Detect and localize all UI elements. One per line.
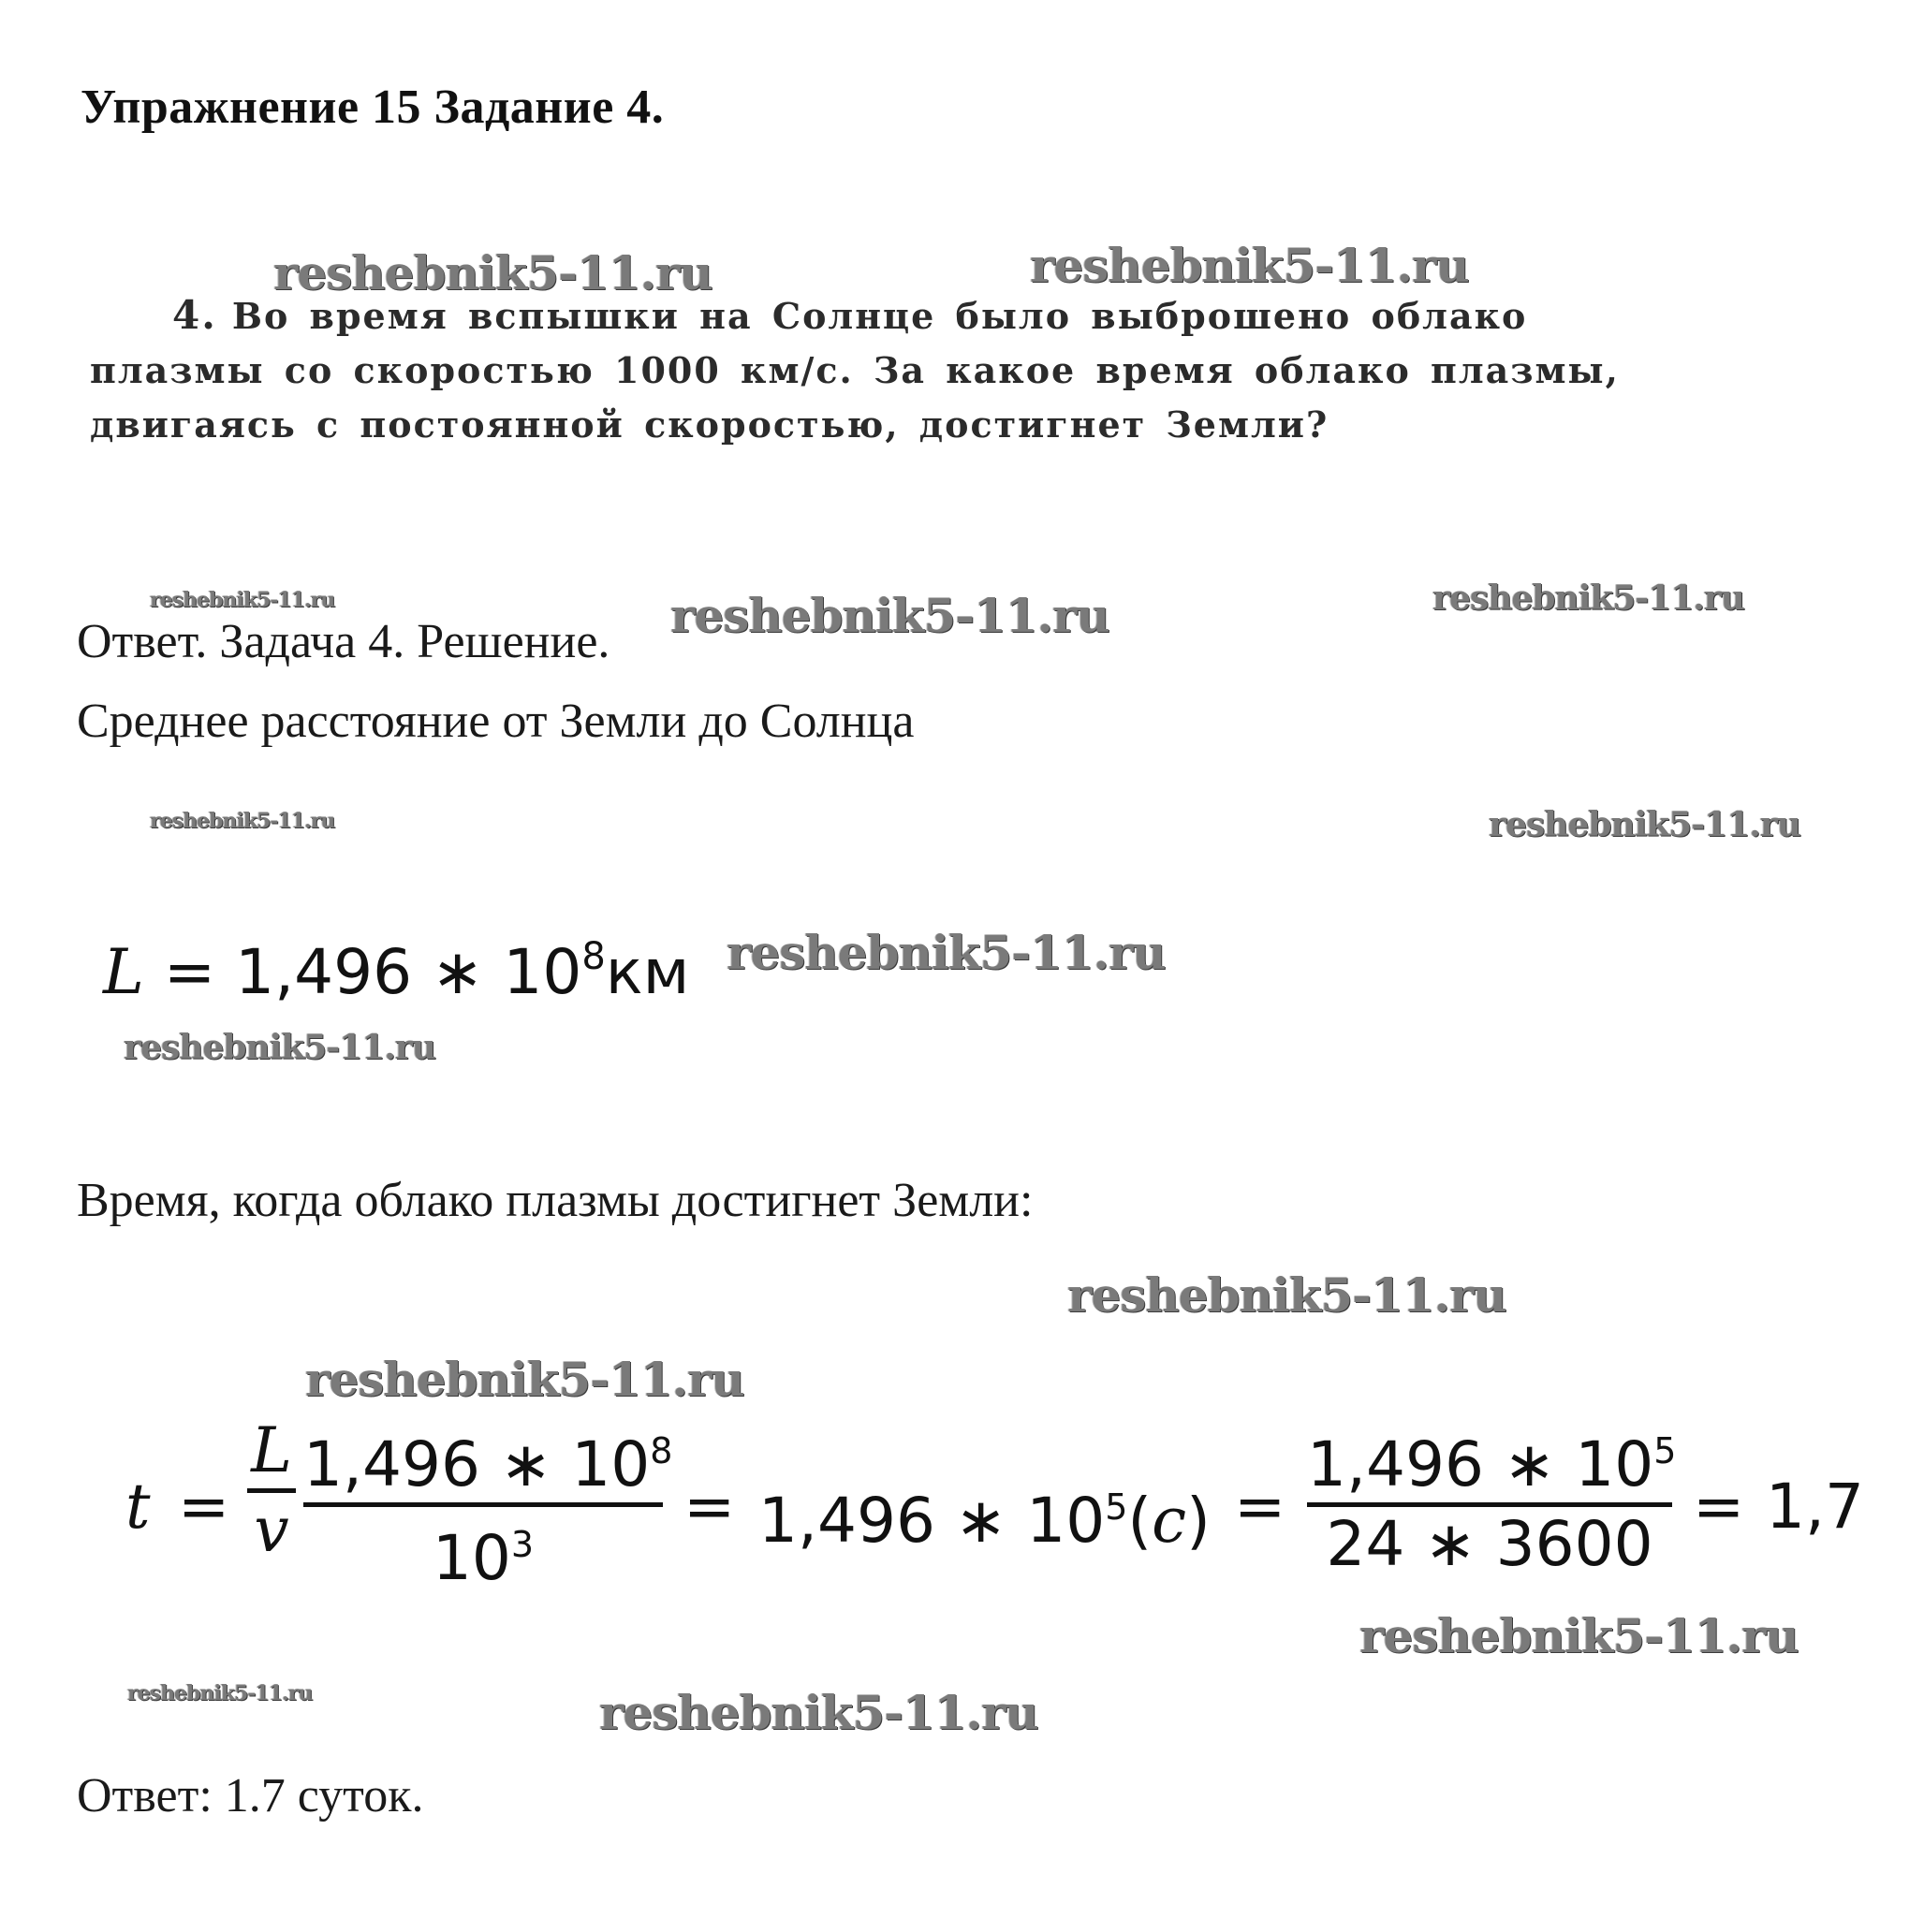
frac-numerator: L (251, 1414, 292, 1486)
watermark: reshebnik5-11.ru (1432, 578, 1744, 618)
problem-line-3: двигаясь с постоянной скоростью, достигнет Земли? (90, 403, 1329, 446)
equals-sign: = (1693, 1471, 1745, 1543)
watermark: reshebnik5-11.ru (305, 1352, 744, 1407)
equals-sign: = (1234, 1471, 1286, 1543)
intermediate-result: 1,496 ∗ $10^5(c)$ (758, 1485, 1211, 1557)
exponent: 8 (581, 935, 606, 978)
var-L: L (103, 936, 144, 1008)
watermark: reshebnik5-11.ru (1489, 805, 1800, 844)
frac-denominator: 24 ∗ 3600 (1326, 1508, 1653, 1580)
base: 10 (503, 936, 582, 1008)
watermark: reshebnik5-11.ru (670, 588, 1109, 643)
problem-line-1: 4. Во время вспышки на Солнце было выброшено облако (172, 292, 1528, 338)
frac-numerator: 1,496 ∗ $10^8$ (303, 1428, 673, 1500)
time-text: Время, когда облако плазмы достигнет Земли: (77, 1174, 1034, 1227)
watermark: reshebnik5-11.ru (150, 588, 335, 612)
frac-denominator: v (254, 1494, 289, 1566)
mantissa: 1,496 (235, 936, 413, 1008)
problem-line-2: плазмы со скоростью 1000 км/с. За какое время облако плазмы, (90, 349, 1620, 391)
watermark: reshebnik5-11.ru (1359, 1608, 1799, 1663)
distance-equation (103, 919, 689, 1010)
watermark: reshebnik5-11.ru (1030, 238, 1469, 293)
watermark: reshebnik5-11.ru (273, 245, 712, 300)
unit: км (605, 936, 690, 1008)
page-title: Упражнение 15 Задание 4. (81, 80, 665, 134)
problem-number: 4. (172, 292, 217, 338)
watermark: reshebnik5-11.ru (1067, 1267, 1506, 1323)
watermark: reshebnik5-11.ru (150, 809, 335, 833)
watermark: reshebnik5-11.ru (599, 1685, 1038, 1740)
fraction-seconds-to-days (1307, 1413, 1677, 1582)
solution-intro: Ответ. Задача 4. Решение. (77, 615, 610, 668)
frac-denominator: $10^3$ (432, 1522, 535, 1594)
var-t: t (125, 1471, 151, 1543)
watermark: reshebnik5-11.ru (727, 925, 1166, 980)
answer-text: Ответ: 1.7 суток. (77, 1769, 424, 1822)
fraction-distance-over-speed (303, 1413, 673, 1596)
problem-statement (90, 288, 1625, 452)
equals-sign: = (683, 1471, 736, 1543)
equals-sign: = (178, 1471, 230, 1543)
watermark: reshebnik5-11.ru (124, 1028, 435, 1067)
equals-sign: = (163, 936, 216, 1008)
frac-numerator: 1,496 ∗ $10^5$ (1307, 1428, 1677, 1500)
distance-text: Среднее расстояние от Земли до Солнца (77, 695, 915, 748)
times-sign: ∗ (432, 936, 484, 1008)
watermark: reshebnik5-11.ru (127, 1681, 313, 1705)
fraction-L-over-v (247, 1413, 296, 1568)
final-result: 1,7 (1766, 1471, 1864, 1543)
